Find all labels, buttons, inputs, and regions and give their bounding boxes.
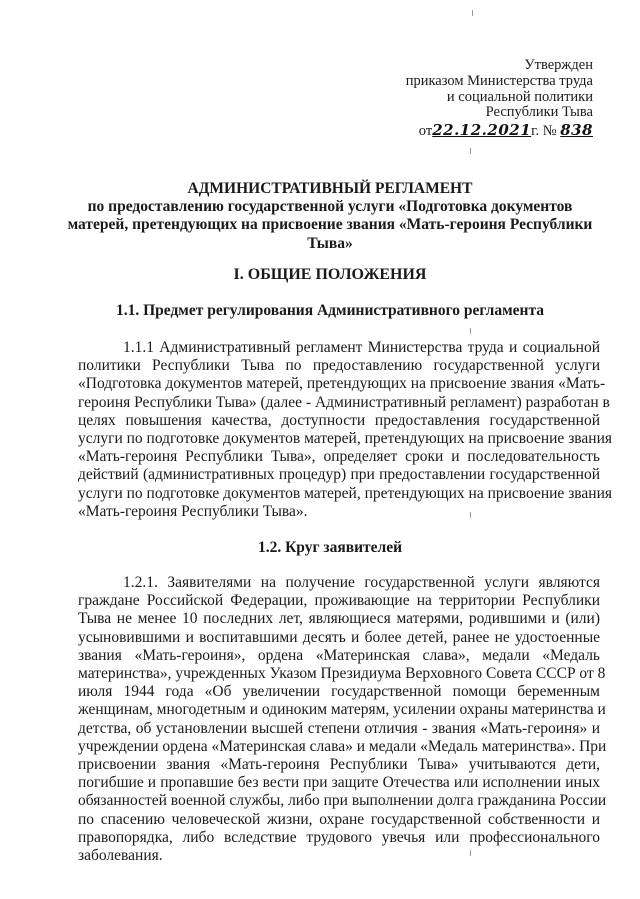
scan-artifact: [470, 148, 471, 154]
paragraph-line: героиня Республики Тыва» (далее - Административный регламент) разработан в: [78, 393, 610, 411]
paragraph-line: учреждении ордена «Материнская слава» и медали «Медаль материнства». При: [78, 737, 607, 755]
subtitle-line: матерей, претендующих на присвоение звания «Мать-героиня Республики: [67, 216, 593, 234]
paragraph-line: материнства», учрежденных Указом Президиума Верховного Совета СССР от 8: [78, 665, 606, 683]
subsection-heading-1-2: 1.2. Круг заявителей: [257, 539, 403, 556]
paragraph-line: обязанностей военной службы, либо при выполнении долга гражданина России: [78, 792, 607, 810]
paragraph-line: присвоении звания «Мать-героиня Республики Тыва» учитываются дети,: [78, 756, 600, 774]
section-heading: I. ОБЩИЕ ПОЛОЖЕНИЯ: [233, 266, 427, 283]
paragraph-line: «Подготовка документов матерей, претендующих на присвоение звания «Мать-: [78, 375, 606, 393]
scan-artifact: [470, 850, 471, 856]
paragraph-line: политики Республики Тыва по предоставлению государственной услуги: [78, 357, 600, 375]
subtitle-line: по предоставлению государственной услуги «Подготовка документов: [87, 198, 573, 216]
subtitle-line: Тыва»: [307, 234, 353, 252]
paragraph-1-2-1: [78, 574, 607, 865]
paragraph-line: действий (административных процедур) при предоставлении государственной: [78, 466, 600, 484]
title-main: АДМИНИСТРАТИВНЫЙ РЕГЛАМЕНТ: [187, 180, 473, 197]
paragraph-line: целях повышения качества, доступности предоставления государственной: [78, 411, 600, 429]
paragraph-line: звания «Мать-героиня», ордена «Материнская слава», медали «Медаль: [78, 646, 600, 664]
order-date-number: от22.12.2021г. № 838: [418, 121, 593, 140]
subsection-heading-1-1: 1.1. Предмет регулирования Административного регламента: [115, 302, 545, 319]
paragraph-line: заболевания.: [78, 847, 163, 865]
scan-artifact: [470, 328, 471, 334]
paragraph-line: услуги по подготовке документов матерей, претендующих на присвоение звания: [78, 430, 613, 448]
paragraph-line: 1.2.1. Заявителями на получение государственной услуги являются: [123, 574, 600, 591]
paragraph-line: детства, об установлении высшей степени отличия - звания «Мать-героиня» и: [78, 719, 600, 737]
handwritten-date: 22.12.2021: [432, 121, 532, 140]
paragraph-line: Тыва не менее 10 последних лет, являющиеся матерями, родившими и (или): [78, 610, 600, 628]
scan-artifact: [470, 512, 471, 518]
paragraph-line: по спасению человеческой жизни, охране государственной собственности и: [78, 810, 600, 828]
handwritten-number: 838: [560, 121, 593, 140]
paragraph-line: погибшие и пропавшие без вести при защите Отечества или исполнении иных: [78, 774, 600, 792]
approval-line: Республики Тыва: [485, 104, 593, 121]
paragraph-line: правопорядка, либо вследствие трудового увечья или профессионального: [78, 828, 600, 846]
paragraph-line: усыновившими и воспитавшими десять и более детей, ранее не удостоенные: [78, 628, 600, 646]
paragraph-line: 1.1.1 Административный регламент Министерства труда и социальной: [123, 339, 600, 356]
paragraph-line: женщинам, многодетным и одиноким матерям, усилении охраны материнства и: [78, 701, 606, 719]
paragraph-1-1-1: [78, 339, 613, 521]
approval-line: Утвержден: [524, 57, 593, 73]
approval-line: и социальной политики: [446, 88, 593, 105]
scan-artifact: [472, 10, 473, 16]
paragraph-line: июля 1944 года «Об увеличении государственной помощи беременным: [78, 683, 600, 701]
approval-block: [406, 58, 593, 140]
document-title: [60, 180, 600, 253]
approval-line: приказом Министерства труда: [405, 72, 593, 89]
paragraph-line: услуги по подготовке документов матерей, претендующих на присвоение звания: [78, 484, 613, 502]
paragraph-line: граждане Российской Федерации, проживающие на территории Республики: [78, 592, 600, 610]
paragraph-line: «Мать-героиня Республики Тыва», определяет сроки и последовательность: [78, 448, 600, 466]
paragraph-line: «Мать-героиня Республики Тыва».: [78, 502, 308, 520]
